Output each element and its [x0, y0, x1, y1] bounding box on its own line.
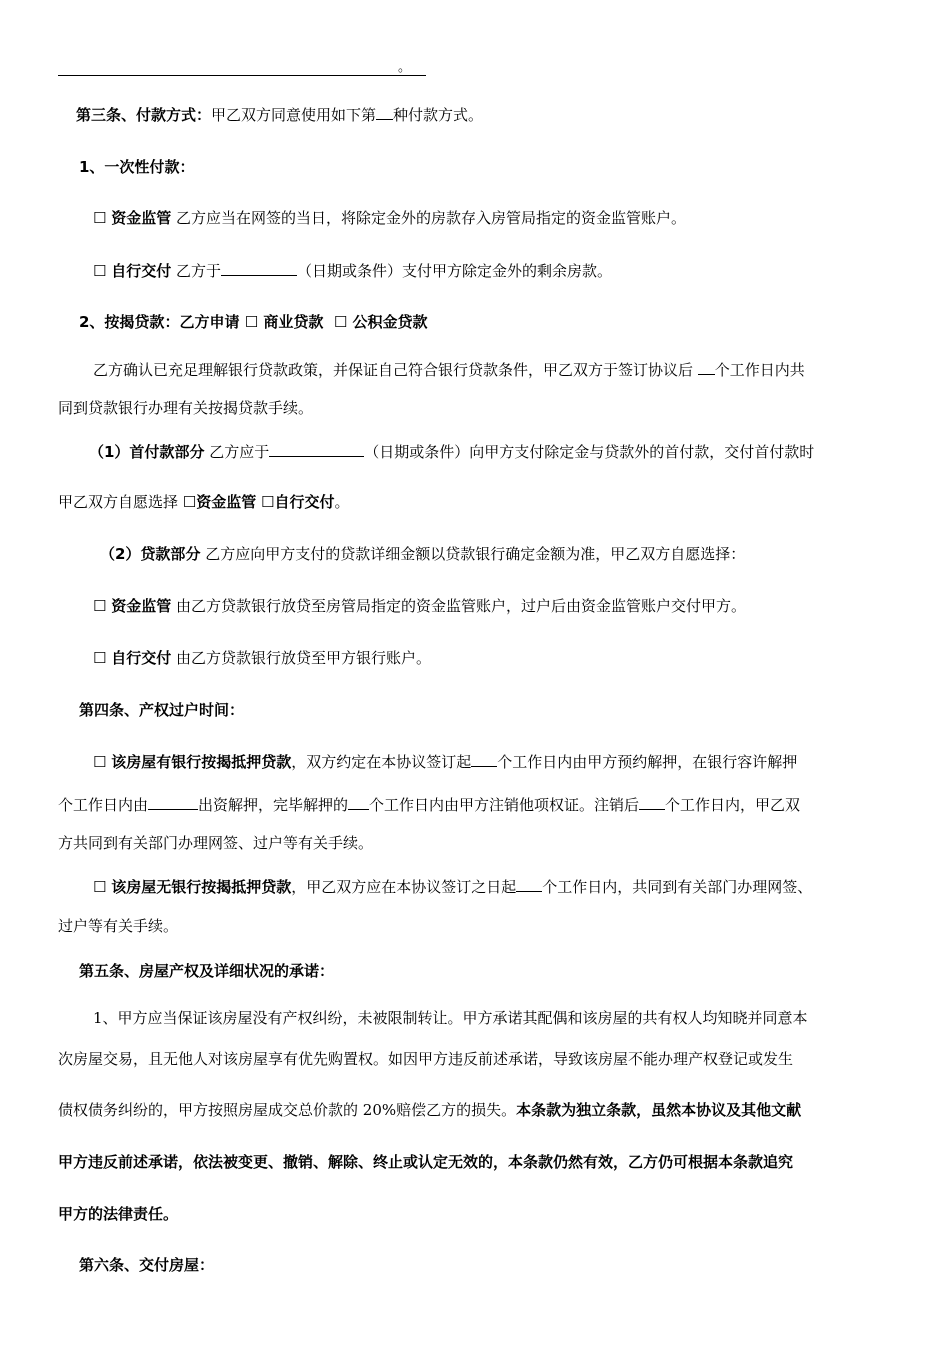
article-3-title: 第三条、付款方式： [76, 106, 212, 124]
loan-part-line: （2）贷款部分 乙方应向甲方支付的贷款详细金额以贷款银行确定金额为准，甲乙双方自愿选择： [100, 545, 746, 563]
down-payment-line: （1）首付款部分 乙方应于 （日期或条件）向甲方支付除定金与贷款外的首付款，交付首付款时 [89, 443, 815, 461]
article-5-title: 第五条、房屋产权及详细状况的承诺： [79, 962, 335, 980]
blank-field[interactable] [639, 794, 665, 810]
option-loan-self: ☐ 自行交付 由乙方贷款银行放贷至甲方银行账户。 [93, 649, 432, 667]
paragraph-line: 个工作日内由 出资解押，完毕解押的 个工作日内由甲方注销他项权证。注销后 个工作日内，甲乙双 [58, 796, 801, 814]
paragraph-line-bold: 甲方违反前述承诺，依法被变更、撤销、解除、终止或认定无效的，本条款仍然有效，乙方仍可根据本条款追究 [58, 1153, 794, 1171]
blank-field[interactable] [148, 794, 198, 810]
checkbox[interactable]: ☐ [182, 493, 197, 511]
paragraph-line-bold: 甲方的法律责任。 [58, 1205, 179, 1223]
checkbox[interactable]: ☐ [261, 493, 275, 511]
article-4-title: 第四条、产权过户时间： [79, 701, 245, 719]
paragraph-line: 1、甲方应当保证该房屋没有产权纠纷，未被限制转让。甲方承诺其配偶和该房屋的共有权人均知晓并同意本 [93, 1009, 808, 1027]
option-loan-escrow: ☐ 资金监管 由乙方贷款银行放贷至房管局指定的资金监管账户，过户后由资金监管账户交付甲方。 [93, 597, 747, 615]
paragraph-line: 过户等有关手续。 [58, 917, 179, 935]
checkbox[interactable]: ☐ [93, 209, 107, 227]
checkbox[interactable]: ☐ [244, 313, 259, 331]
section-mortgage: 2、按揭贷款：乙方申请 ☐ 商业贷款 ☐ 公积金贷款 [79, 313, 428, 331]
blank-field[interactable] [376, 104, 393, 120]
paragraph-line: 债权债务纠纷的，甲方按照房屋成交总价款的 20%赔偿乙方的损失。本条款为独立条款，虽然本协议及其他文献 [58, 1101, 802, 1119]
checkbox[interactable]: ☐ [93, 597, 107, 615]
checkbox[interactable]: ☐ [333, 313, 348, 331]
blank-field[interactable] [698, 359, 715, 375]
blank-underline-top [58, 75, 426, 76]
period-mark: 。 [398, 60, 412, 75]
paragraph-line: 同到贷款银行办理有关按揭贷款手续。 [58, 399, 314, 417]
option-has-mortgage: ☐ 该房屋有银行按揭抵押贷款，双方约定在本协议签订起 个工作日内由甲方预约解押，在银行容许解押 [93, 753, 798, 771]
paragraph-line: 次房屋交易，且无他人对该房屋享有优先购置权。如因甲方违反前述承诺，导致该房屋不能办理产权登记或发生 [58, 1050, 794, 1068]
blank-field[interactable] [221, 260, 297, 276]
down-payment-choice: 甲乙双方自愿选择 ☐资金监管 ☐自行交付。 [58, 493, 350, 511]
article-3-line: 第三条、付款方式：甲乙双方同意使用如下第 种付款方式。 [76, 106, 484, 124]
blank-field[interactable] [269, 441, 364, 457]
option-no-mortgage: ☐ 该房屋无银行按揭抵押贷款，甲乙双方应在本协议签订之日起 个工作日内，共同到有关部门办理网签、 [93, 878, 813, 896]
article-6-title: 第六条、交付房屋： [79, 1256, 215, 1274]
blank-field[interactable] [471, 751, 497, 767]
checkbox[interactable]: ☐ [93, 262, 107, 280]
option-lump-escrow: ☐ 资金监管 乙方应当在网签的当日，将除定金外的房款存入房管局指定的资金监管账户。 [93, 209, 687, 227]
blank-field[interactable] [348, 794, 369, 810]
option-lump-self: ☐ 自行交付 乙方于 （日期或条件）支付甲方除定金外的剩余房款。 [93, 262, 613, 280]
checkbox[interactable]: ☐ [93, 878, 107, 896]
checkbox[interactable]: ☐ [93, 753, 107, 771]
paragraph-line: 方共同到有关部门办理网签、过户等有关手续。 [58, 834, 374, 852]
checkbox[interactable]: ☐ [93, 649, 107, 667]
paragraph-line: 乙方确认已充足理解银行贷款政策，并保证自己符合银行贷款条件，甲乙双方于签订协议后 个工作日内共 [93, 361, 805, 379]
section-lump-sum: 1、一次性付款： [79, 158, 195, 176]
blank-field[interactable] [516, 876, 542, 892]
